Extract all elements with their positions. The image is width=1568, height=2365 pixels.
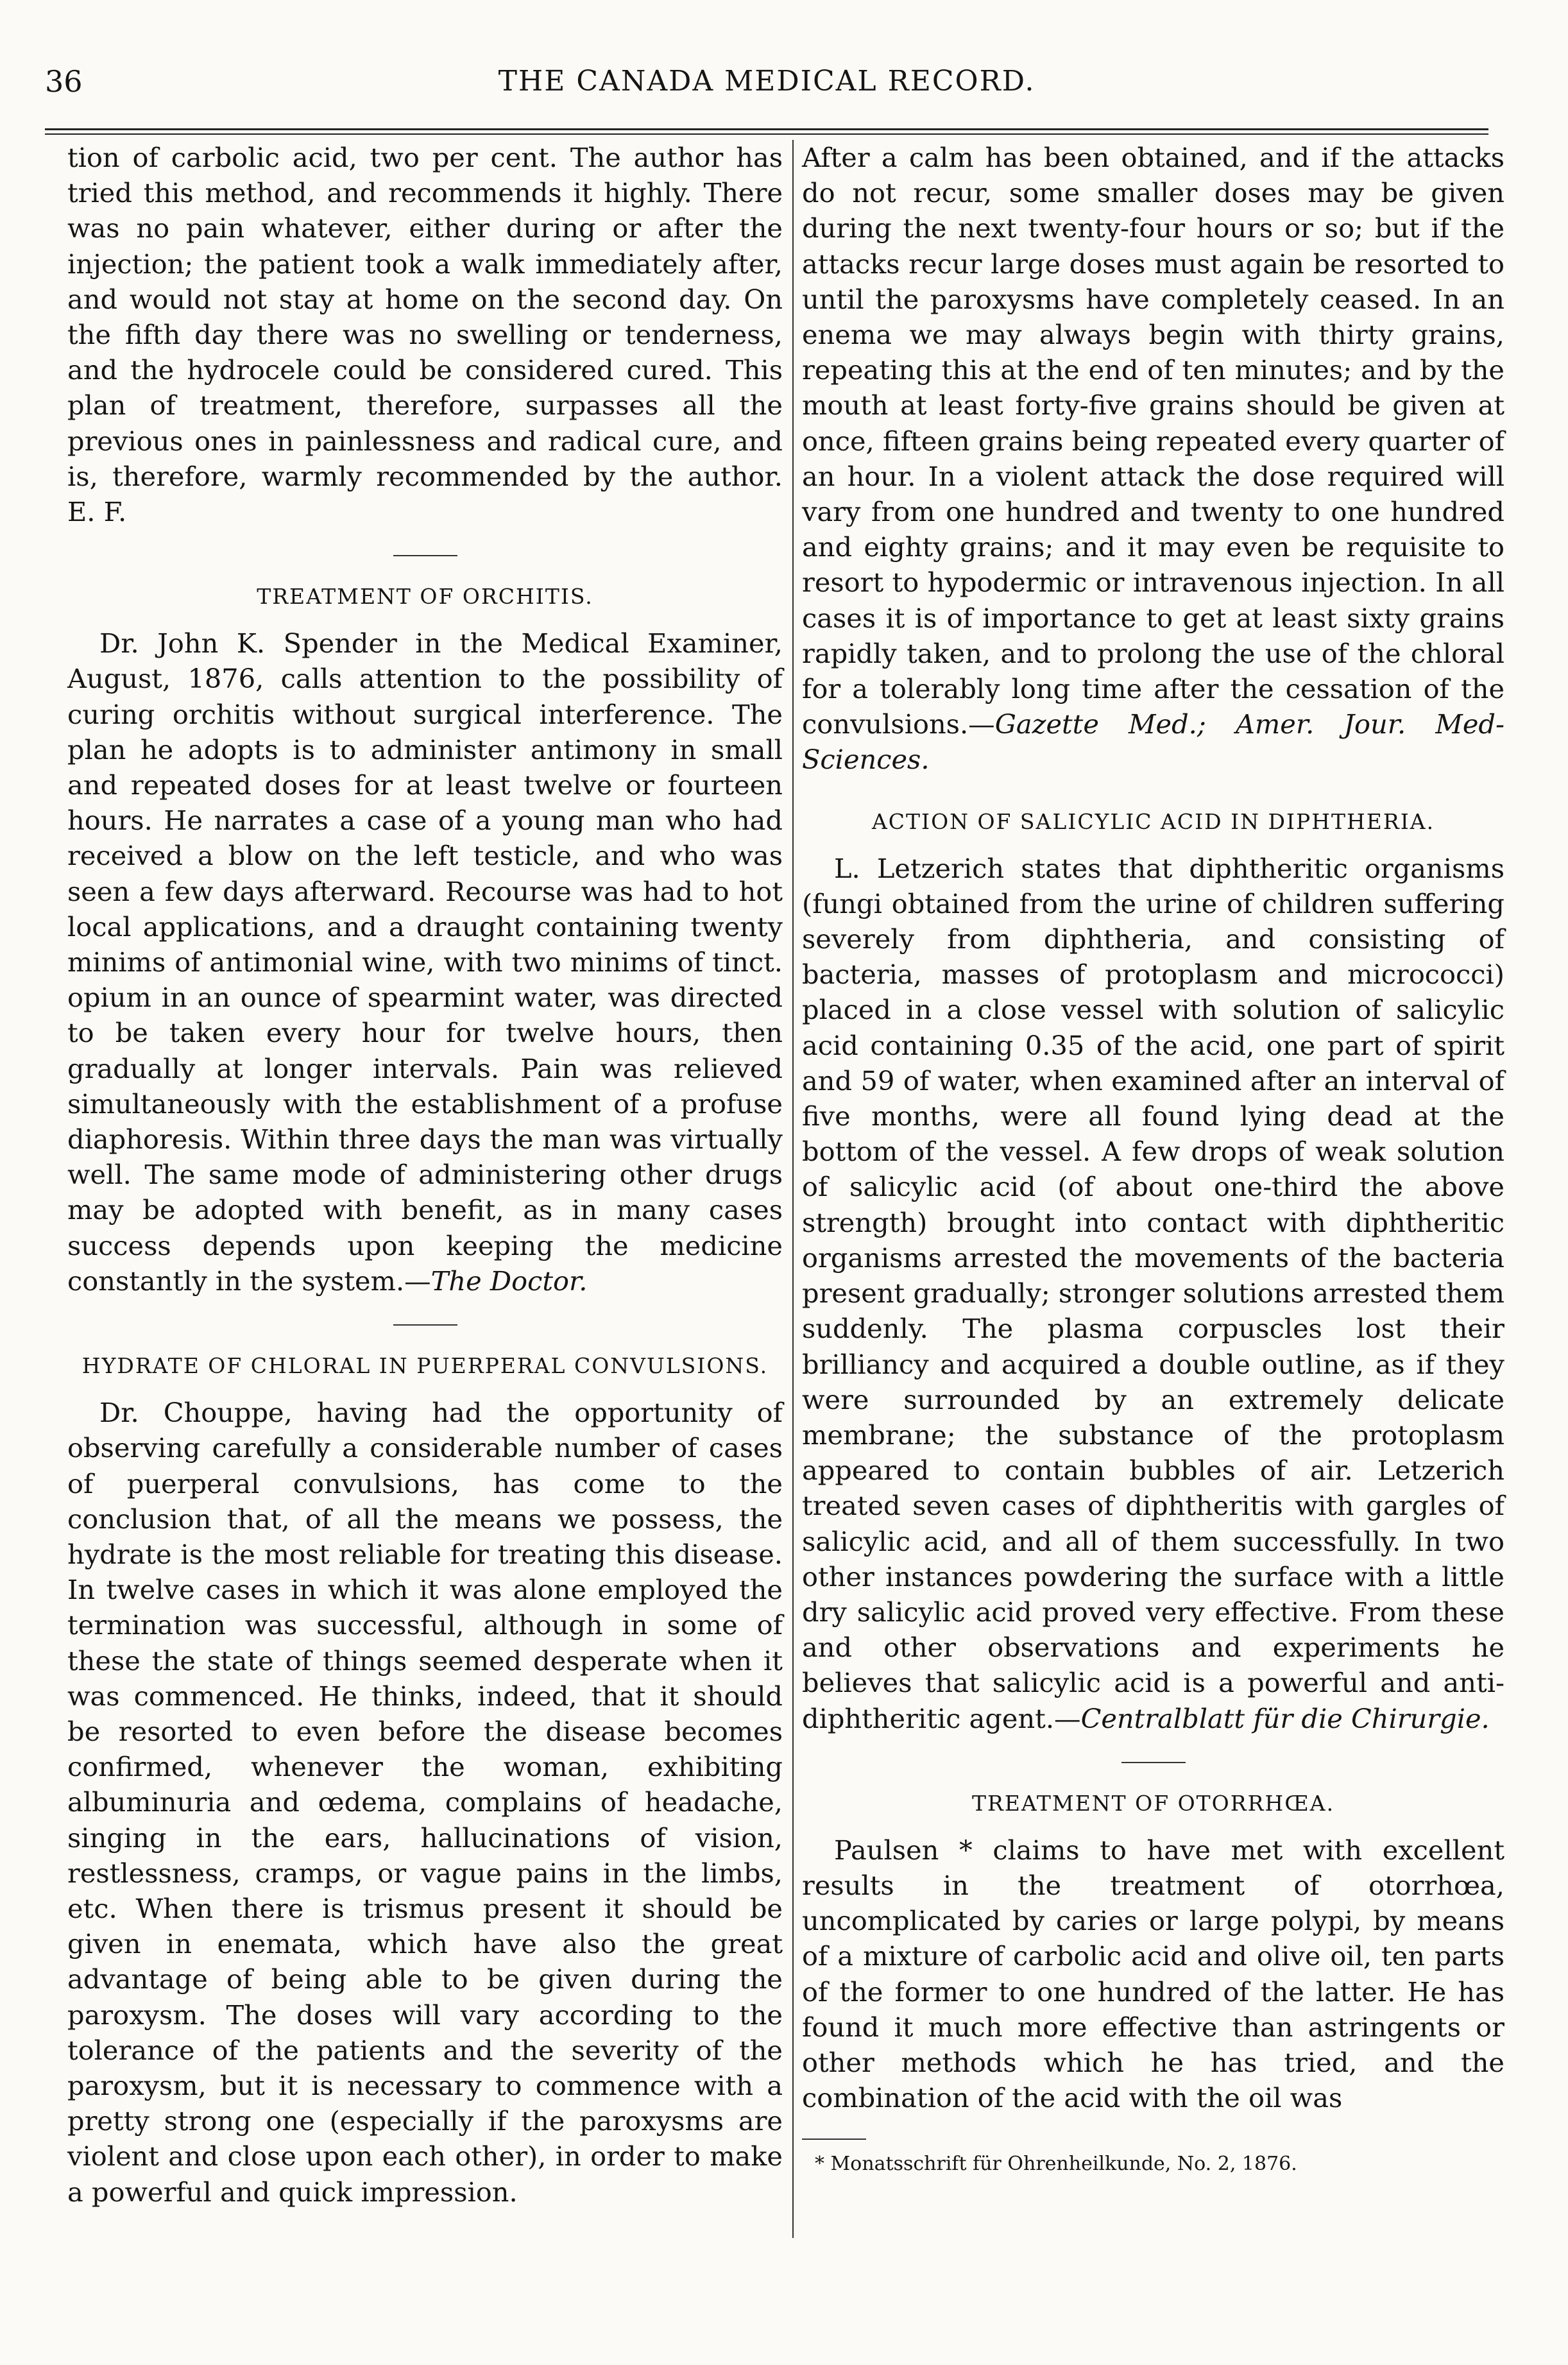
chloral-heading: HYDRATE OF CHLORAL IN PUERPERAL CONVULSIONS. xyxy=(81,1353,769,1379)
footnote-rule xyxy=(802,2139,866,2140)
page-number: 36 xyxy=(45,64,83,99)
author-signature: E. F. xyxy=(67,496,127,528)
section-rule xyxy=(393,555,457,556)
chloral-article: Dr. Chouppe, having had the opportunity of observing carefully a considerable number of cases of puerperal convulsions, has come to the conclusion that, of all the means we possess, the hydrate is the most reliable for treating this disease. In twelve cases in which it was alone employed the termination was successful, although in some of these the state of things seemed desperate when it was commenced. He thinks, indeed, that it should be resorted to even before the disease becomes confirmed, whenever the woman, exhibiting albuminuria and œdema, complains of headache, singing in the ears, hallucinations of vision, restlessness, cramps, or vague pains in the limbs, etc. When there is trismus present it should be given in enemata, which have also the great advantage of being able to be given during the paroxysm. The doses will vary according to the tolerance of the patients and the severity of the paroxysm, but it is necessary to commence with a pretty strong one (especially if the paroxysms are violent and close upon each other), in order to make a powerful and quick impression. xyxy=(67,1397,783,2208)
otorrhoea-article: Paulsen * claims to have met with excellent results in the treatment of otorrhœa, uncomplicated by caries or large polypi, by means of a mixture of carbolic acid and olive oil, ten parts of the former to one hundred of the latter. He has found it much more effective than astringents or other methods which he has tried, and the combination of the acid with the oil was xyxy=(802,1834,1504,2114)
running-title: THE CANADA MEDICAL RECORD. xyxy=(498,65,1035,98)
left-column xyxy=(67,140,783,2210)
salicylic-heading: ACTION OF SALICYLIC ACID IN DIPHTHERIA. xyxy=(871,808,1435,834)
chloral-source: Gazette Med.; Amer. Jour. Med-Sciences. xyxy=(802,708,1504,776)
footnote: * Monatsschrift für Ohrenheilkunde, No. 2, 1876. xyxy=(815,2153,1297,2176)
section-rule xyxy=(1121,1762,1186,1763)
otorrhoea-heading: TREATMENT OF OTORRHŒA. xyxy=(971,1790,1335,1816)
section-rule xyxy=(393,1324,457,1326)
right-column xyxy=(802,140,1504,2177)
hydrocele-continuation: tion of carbolic acid, two per cent. The author has tried this method, and recommends it highly. There was no pain whatever, either during or after the injection; the patient took a walk immediately after, and would not stay at home on the second day. On the fifth day there was no swelling or tenderness, and the hydrocele could be considered cured. This plan of treatment, therefore, surpasses all the previous ones in painlessness and radical cure, and is, therefore, warmly recommended by the author. E. F. xyxy=(67,142,783,528)
chloral-continuation: After a calm has been obtained, and if the attacks do not recur, some smaller doses may be given during the next twenty-four hours or so; but if the attacks recur large doses must again be resorted to until the paroxysms have completely ceased. In an enema we may always begin with thirty grains, repeating this at the end of ten minutes; and by the mouth at least forty-five grains should be given at once, fifteen grains being repeated every quarter of an hour. In a violent attack the dose required will vary from one hundred and twenty to one hundred and eighty grains; and it may even be requisite to resort to hypodermic or intravenous injection. In all cases it is of importance to get at least sixty grains rapidly taken, and to prolong the use of the chloral for a tolerably long time after the cessation of the convulsions.—Gazette Med.; Amer. Jour. Med-Sciences. xyxy=(802,142,1504,776)
orchitis-source: The Doctor. xyxy=(430,1265,588,1297)
orchitis-article: Dr. John K. Spender in the Medical Examiner, August, 1876, calls attention to the possibility of curing orchitis without surgical interference. The plan he adopts is to administer antimony in small and repeated doses for at least twelve or fourteen hours. He narrates a case of a young man who had received a blow on the left testicle, and who was seen a few days afterward. Recourse was had to hot local applications, and a draught containing twenty minims of antimonial wine, with two minims of tinct. opium in an ounce of spearmint water, was directed to be taken every hour for twelve hours, then gradually at longer intervals. Pain was relieved simultaneously with the establishment of a profuse diaphoresis. Within three days the man was virtually well. The same mode of administering other drugs may be adopted with benefit, as in many cases success depends upon keeping the medicine constantly in the system.—The Doctor. xyxy=(67,628,783,1297)
salicylic-article: L. Letzerich states that diphtheritic organisms (fungi obtained from the urine of children suffering severely from diphtheria, and consisting of bacteria, masses of protoplasm and micrococci) placed in a close vessel with solution of salicylic acid containing 0.35 of the acid, one part of spirit and 59 of water, when examined after an interval of five months, were all found lying dead at the bottom of the vessel. A few drops of weak solution of salicylic acid (of about one-third the above strength) brought into contact with diphtheritic organisms arrested the movements of the bacteria present gradually; stronger solutions arrested them suddenly. The plasma corpuscles lost their brilliancy and acquired a double outline, as if they were surrounded by an extremely delicate membrane; the substance of the protoplasm appeared to contain bubbles of air. Letzerich treated seven cases of diphtheritis with gargles of salicylic acid, and all of them successfully. In two other instances powdering the surface with a little dry salicylic acid proved very effective. From these and other observations and experiments he believes that salicylic acid is a powerful and anti-diphtheritic agent.—Centralblatt für die Chirurgie. xyxy=(802,852,1504,1734)
header-rule xyxy=(45,128,1488,135)
column-divider xyxy=(792,140,794,2238)
page-header xyxy=(45,59,1488,104)
orchitis-heading: TREATMENT OF ORCHITIS. xyxy=(257,584,593,610)
salicylic-source: Centralblatt für die Chirurgie. xyxy=(1080,1702,1490,1734)
